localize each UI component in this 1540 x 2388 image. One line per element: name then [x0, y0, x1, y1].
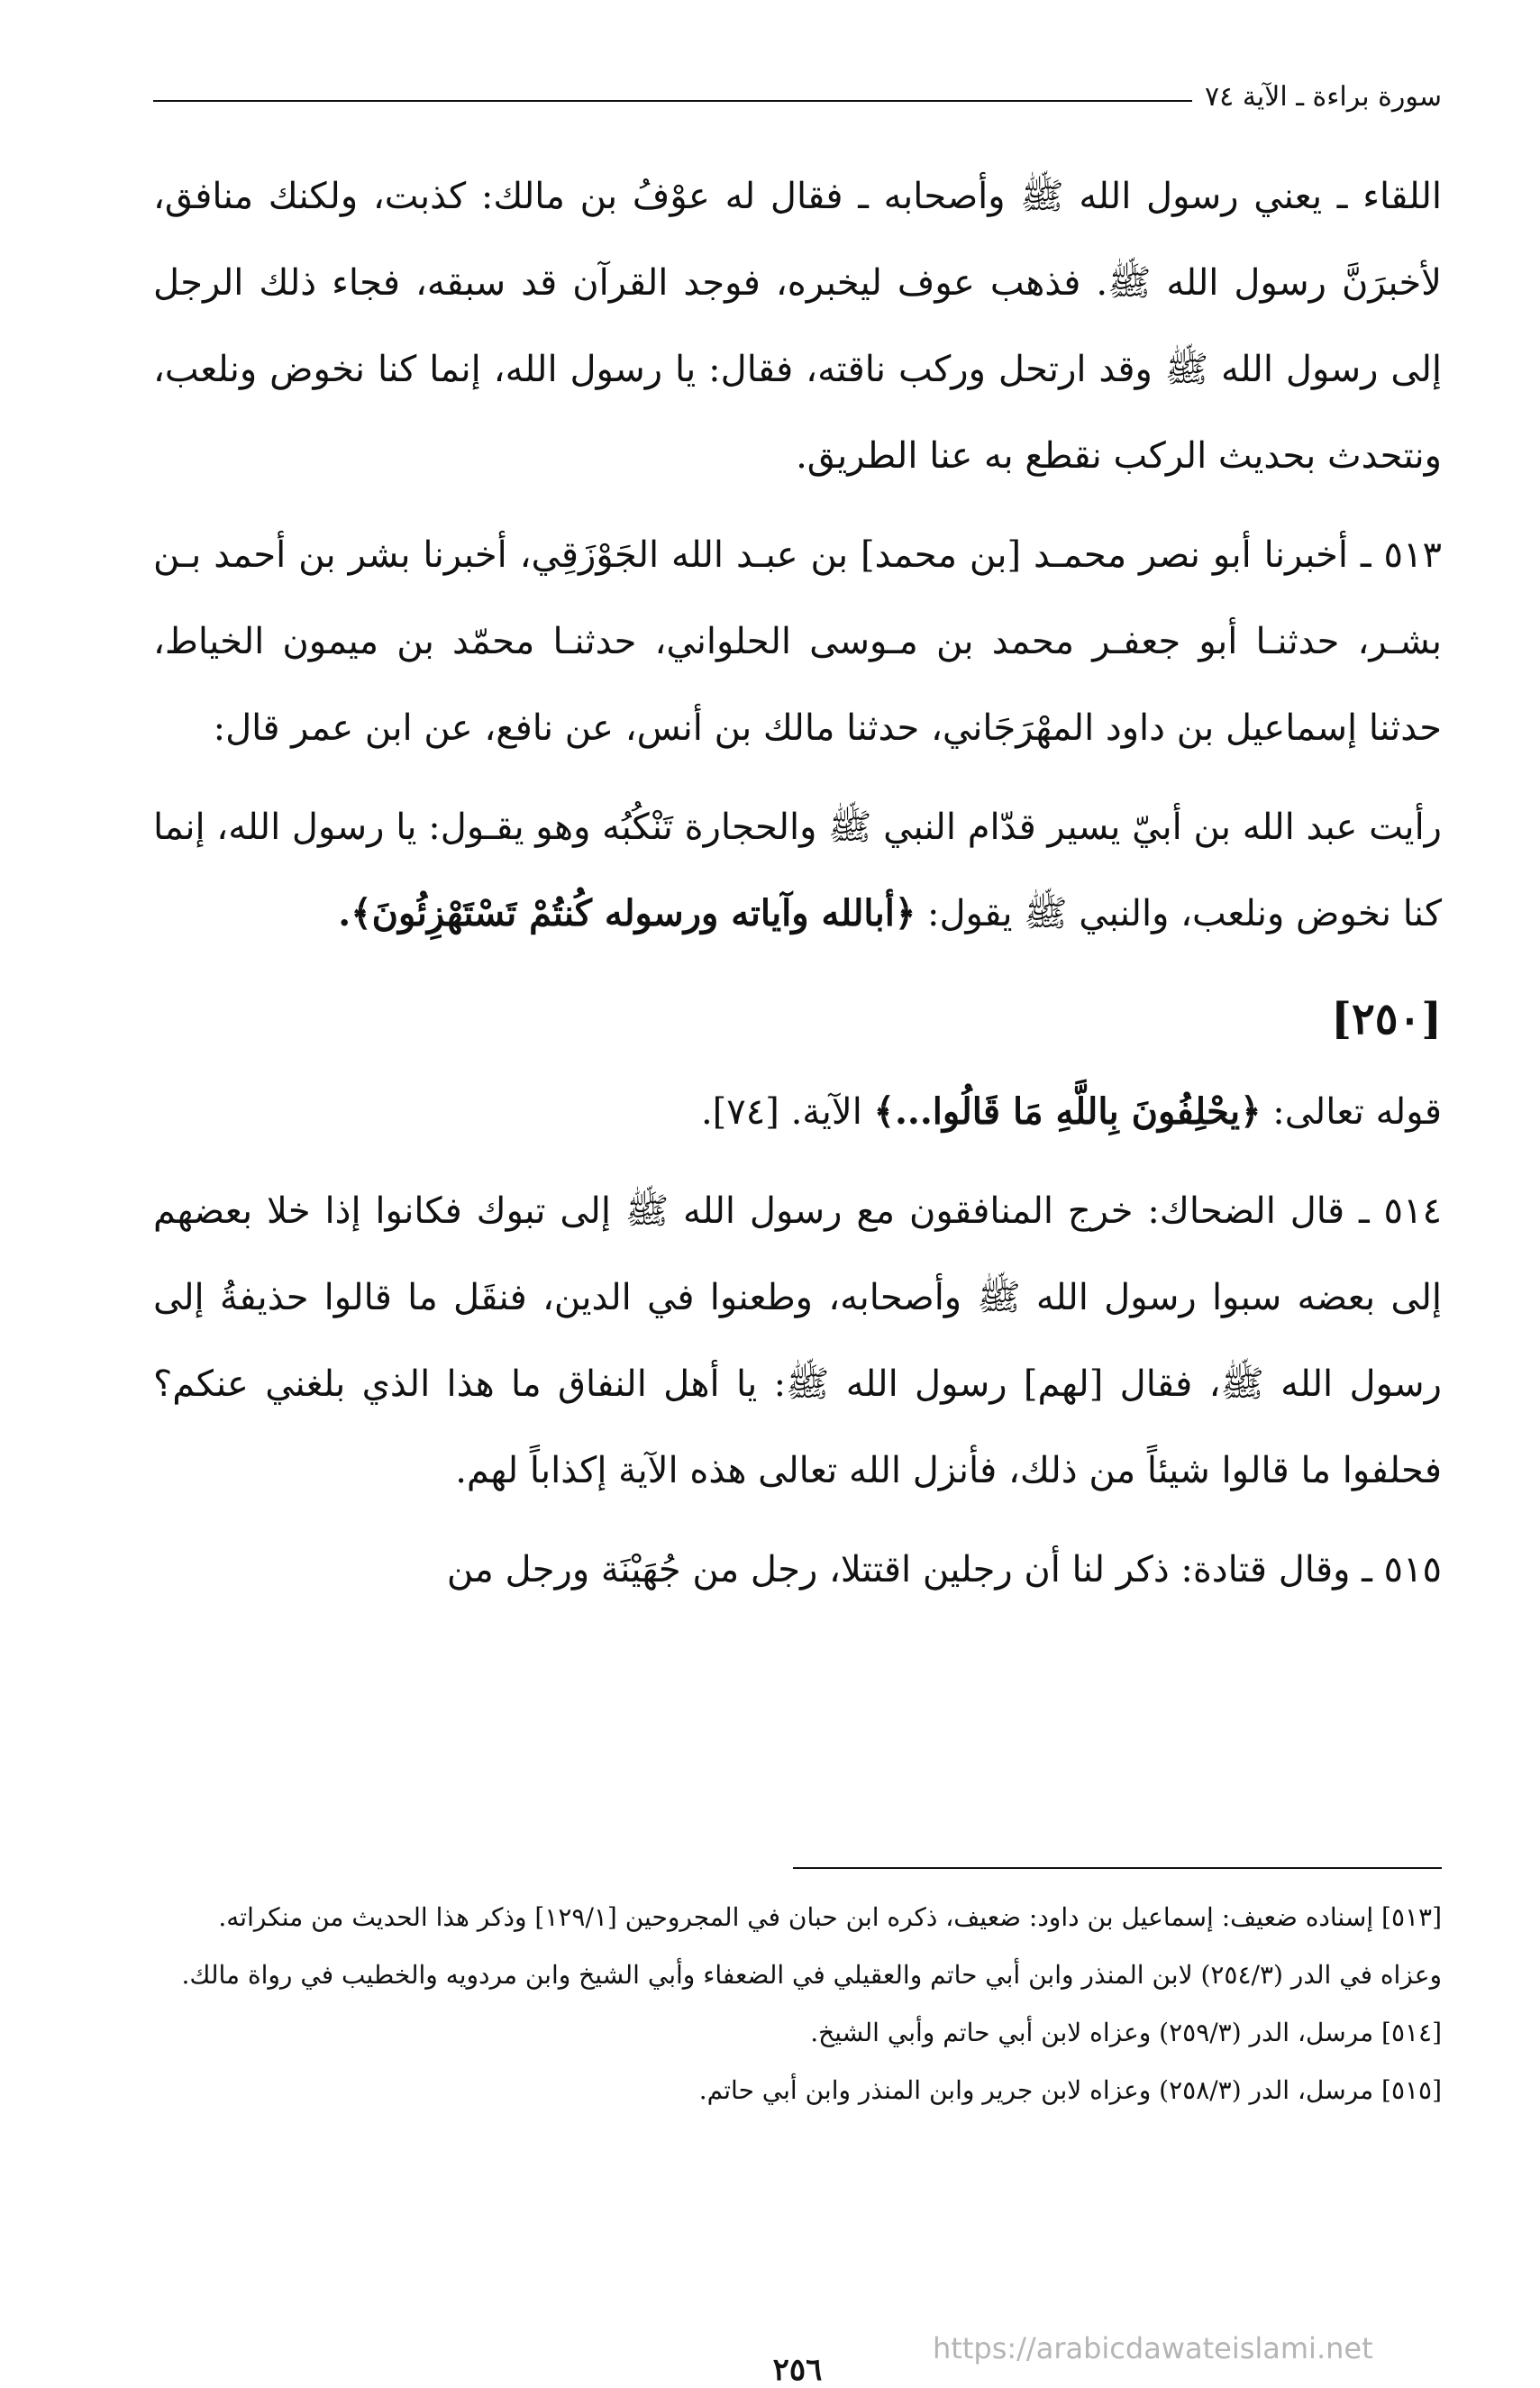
verse-intro: قوله تعالى: — [1272, 1091, 1442, 1133]
page-number: ٢٥٦ — [772, 2352, 823, 2388]
paragraph-513: ٥١٣ ـ أخبرنا أبو نصر محمـد [بن محمد] بن عبـد الله الجَوْزَقِي، أخبرنا بشر بن أحمد بـن بشـر، حدثنـا أبو جعفـر محمد بن مـوسى الحلواني، حدثنـا محمّد بن ميمون الخياط، حدثنا إسماعيل بن داود المهْرَجَاني، حدثنا مالك بن أنس، عن نافع، عن ابن عمر قال: — [153, 534, 1442, 749]
header-title: سورة براءة ـ الآية ٧٤ — [1205, 81, 1442, 113]
verse-quote: ﴿يحْلِفُونَ بِاللَّهِ مَا قَالُوا...﴾ — [873, 1090, 1262, 1133]
footnote-513: [٥١٣] إسناده ضعيف: إسماعيل بن داود: ضعيف، ذكره ابن حبان في المجروحين [١٢٩/١] وذكر هذا الحديث من منكراته. — [218, 1902, 1442, 1932]
header-rule — [153, 100, 1192, 102]
verse-ref: الآية. [٧٤]. — [700, 1091, 862, 1133]
paragraph-513-matn-text: رأيت عبد الله بن أبيّ يسير قدّام النبي ﷺ والحجارة تَنْكُبُه وهو يقـول: يا رسول الله، إنما كنا نخوض ونلعب، والنبي ﷺ يقول: — [153, 807, 1442, 934]
footnote-separator — [793, 1867, 1442, 1869]
section-number: [٢٥٠] — [1331, 994, 1442, 1044]
paragraph-513-matn — [153, 784, 1442, 957]
footnote-514: [٥١٤] مرسل، الدر (٢٥٩/٣) وعزاه لابن أبي حاتم وأبي الشيخ. — [810, 2018, 1442, 2047]
paragraph-514: ٥١٤ ـ قال الضحاك: خرج المنافقون مع رسول الله ﷺ إلى تبوك فكانوا إذا خلا بعضهم إلى بعضه سبوا رسول الله ﷺ وأصحابه، وطعنوا في الدين، فنقَل ما قالوا حذيفةُ إلى رسول الله ﷺ، فقال [لهم] رسول الله ﷺ: يا أهل النفاق ما هذا الذي بلغني عنكم؟ فحلفوا ما قالوا شيئاً من ذلك، فأنزل الله تعالى هذه الآية إكذاباً لهم. — [153, 1190, 1442, 1491]
ayah-quote: ﴿أبالله وآياته ورسوله كُنتُمْ تَسْتَهْزِئُونَ﴾. — [338, 892, 916, 934]
running-header — [153, 81, 1442, 113]
main-text — [153, 153, 1442, 1626]
watermark-url: https://arabicdawateislami.net — [933, 2331, 1373, 2365]
footnote-515: [٥١٥] مرسل، الدر (٢٥٨/٣) وعزاه لابن جرير وابن المنذر وابن أبي حاتم. — [698, 2075, 1442, 2105]
verse-line — [153, 1069, 1442, 1155]
paragraph-515: ٥١٥ ـ وقال قتادة: ذكر لنا أن رجلين اقتتلا، رجل من جُهَيْنَة ورجل من — [446, 1549, 1442, 1590]
paragraph-continuation: اللقاء ـ يعني رسول الله ﷺ وأصحابه ـ فقال له عوْفُ بن مالك: كذبت، ولكنك منافق، لأخبرَنَّ رسول الله ﷺ. فذهب عوف ليخبره، فوجد القرآن قد سبقه، فجاء ذلك الرجل إلى رسول الله ﷺ وقد ارتحل وركب ناقته، فقال: يا رسول الله، إنما كنا نخوض ونلعب، ونتحدث بحديث الركب نقطع به عنا الطريق. — [153, 176, 1442, 477]
footnote-513-continued: وعزاه في الدر (٢٥٤/٣) لابن المنذر وابن أبي حاتم والعقيلي في الضعفاء وأبي الشيخ وابن مردويه والخطيب في رواة مالك. — [181, 1960, 1442, 1990]
footnotes — [153, 1892, 1442, 2123]
